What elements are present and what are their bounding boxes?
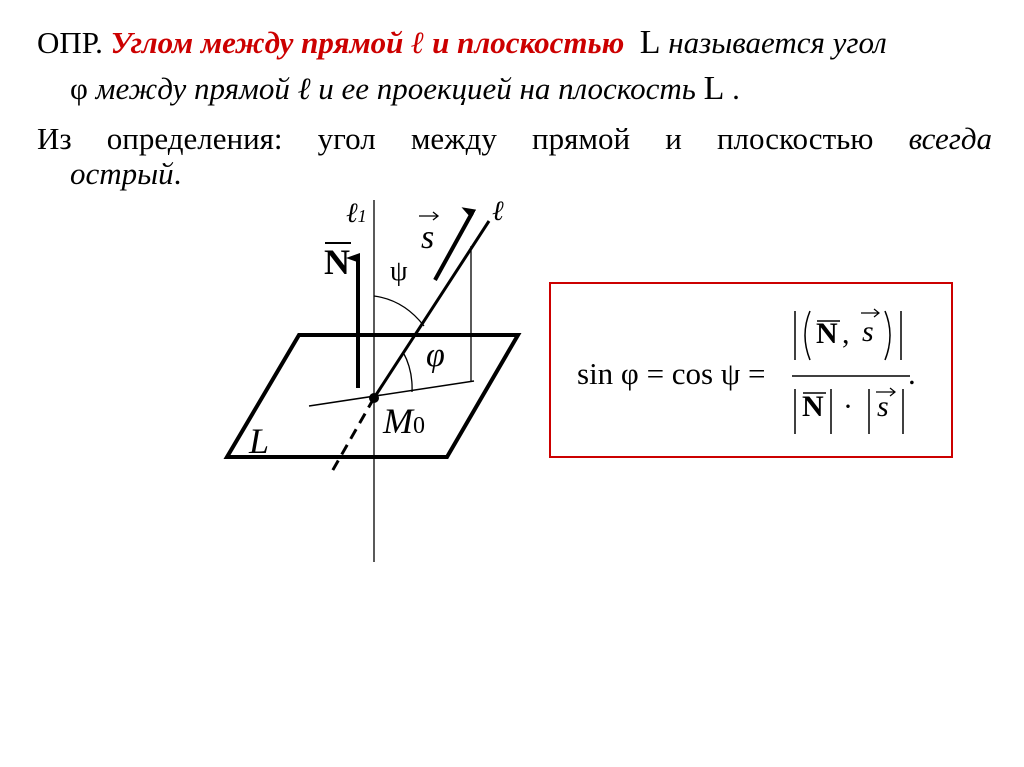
formula-num-N: N (816, 317, 838, 350)
formula-den-s: s (877, 390, 889, 423)
definition-line2-end: . (724, 71, 740, 106)
formula-lhs: sin φ = cos ψ = (577, 356, 766, 391)
line-l-dashed (330, 398, 374, 475)
label-l1: ℓ1 (346, 198, 367, 229)
label-plane-L: L (249, 421, 270, 461)
definition-plane-letter: L (639, 24, 661, 61)
definition-text-after: называется угол (660, 25, 887, 60)
label-psi: ψ (390, 256, 408, 287)
label-M0: M0 (383, 401, 425, 441)
label-l: ℓ (492, 196, 504, 227)
label-s: s (421, 219, 435, 256)
angle-phi-arc (403, 352, 412, 392)
definition-prefix: ОПР. (37, 25, 111, 60)
formula-num-s: s (862, 315, 874, 348)
definition-phi: φ (70, 71, 88, 106)
conclusion-end: . (173, 156, 182, 191)
direction-vector-s (435, 213, 472, 280)
label-N: N (324, 242, 350, 282)
definition-line2-plane: L (703, 70, 725, 107)
conclusion-text: Из определения: угол между прямой и плоскостью (37, 121, 909, 156)
conclusion-italic-1: всегда (908, 121, 992, 156)
definition-title: Углом между прямой ℓ и плоскостью (110, 25, 625, 60)
conclusion-italic-2: острый (70, 156, 174, 191)
label-phi: φ (426, 337, 445, 374)
definition-line2-text: между прямой ℓ и ее проекцией на плоскость (87, 71, 704, 106)
formula-den-dot: · (843, 390, 853, 423)
formula-den-N: N (802, 390, 824, 423)
point-M0 (369, 393, 379, 403)
formula-end-dot: . (908, 356, 916, 391)
formula-num-comma: , (842, 317, 850, 350)
angle-psi-arc (374, 296, 424, 326)
